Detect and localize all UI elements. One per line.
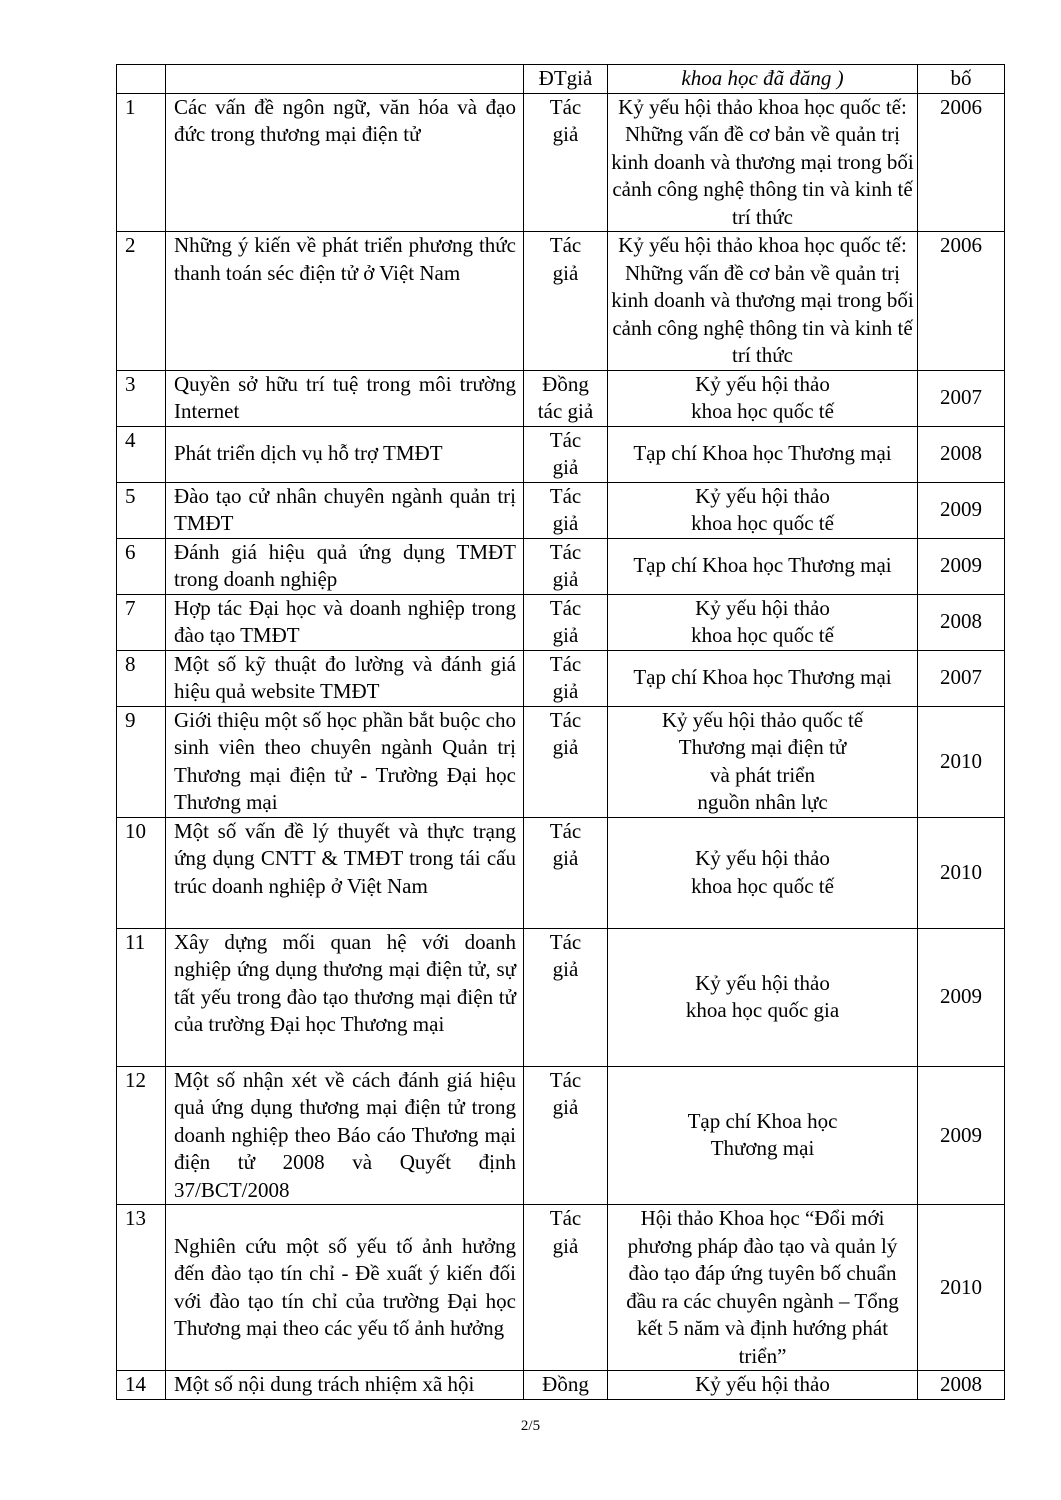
- row-number: 12: [117, 1066, 166, 1205]
- table-row: [117, 1371, 1005, 1400]
- author-role-line: giả: [552, 679, 579, 703]
- author-role-line: Tác: [549, 651, 582, 676]
- row-number: 11: [117, 928, 166, 1066]
- row-number: 14: [117, 1371, 166, 1400]
- publication-title: Một số vấn đề lý thuyết và thực trạng ứng dụng CNTT & TMĐT trong tái cấu trúc doanh nghiệp ở Việt Nam: [166, 817, 524, 928]
- publication-venue-line: Kỷ yếu hội thảo khoa học quốc tế: Những vấn đề cơ bản về quản trị kinh doanh và thương mại trong bối cảnh công nghệ thông tin và kinh tế trí thức: [611, 233, 914, 367]
- table-row: [117, 426, 1005, 482]
- author-role-line: giả: [552, 1095, 579, 1119]
- table-row: [117, 650, 1005, 706]
- table-row: [117, 706, 1005, 817]
- table-row: [117, 928, 1005, 1066]
- publication-venue-line: và phát triển: [710, 762, 815, 787]
- header-cell-title: [166, 65, 524, 94]
- author-role-line: Tác: [549, 929, 582, 954]
- publication-venue-line: Thương mại: [710, 1136, 815, 1161]
- publication-venue-line: Tạp chí Khoa học Thương mại: [633, 553, 892, 578]
- publication-venue-line: Kỷ yếu hội thảo quốc tế: [661, 707, 864, 732]
- publication-venue: [608, 426, 918, 482]
- author-role-line: Tác: [549, 1067, 582, 1092]
- publication-venue-line: Tạp chí Khoa học: [687, 1108, 838, 1133]
- publications-table: [116, 64, 1005, 1400]
- row-number: 9: [117, 706, 166, 817]
- author-role: [524, 482, 608, 538]
- publication-venue-line: Thương mại điện tử: [678, 735, 847, 759]
- row-number: 4: [117, 426, 166, 482]
- publication-venue: [608, 817, 918, 928]
- publication-year: 2007: [918, 650, 1005, 706]
- table-row: [117, 93, 1005, 232]
- publication-title: Đánh giá hiệu quả ứng dụng TMĐT trong doanh nghiệp: [166, 538, 524, 594]
- row-number: 7: [117, 594, 166, 650]
- publication-title: Đào tạo cử nhân chuyên ngành quản trị TMĐT: [166, 482, 524, 538]
- author-role: [524, 1371, 608, 1400]
- header-cell-year: bố: [918, 65, 1005, 94]
- publication-venue-line: Kỷ yếu hội thảo: [695, 595, 830, 620]
- publication-year: 2009: [918, 928, 1005, 1066]
- page-number: 2/5: [520, 1418, 541, 1434]
- table-row: [117, 538, 1005, 594]
- publication-venue-line: Tạp chí Khoa học Thương mại: [633, 665, 892, 690]
- publication-venue-line: Kỷ yếu hội thảo: [695, 846, 830, 870]
- header-cell-publication: khoa học đã đăng ): [608, 65, 918, 94]
- table-row: [117, 1205, 1005, 1371]
- author-role-line: giả: [552, 846, 579, 870]
- table-row: [117, 1066, 1005, 1205]
- publication-year: 2006: [918, 232, 1005, 371]
- publication-year: 2010: [918, 817, 1005, 928]
- publication-title: Một số nhận xét về cách đánh giá hiệu quả ứng dụng thương mại điện tử trong doanh nghiệp theo Báo cáo Thương mại điện tử 2008 và Quyết định 37/BCT/2008: [166, 1066, 524, 1205]
- author-role-line: Tác: [549, 94, 582, 119]
- publication-title: Những ý kiến về phát triển phương thức thanh toán séc điện tử ở Việt Nam: [166, 232, 524, 371]
- publication-venue-line: khoa học quốc tế: [691, 511, 834, 535]
- table-row: [117, 370, 1005, 426]
- publication-venue-line: Kỷ yếu hội thảo: [695, 483, 830, 508]
- publication-year: 2009: [918, 538, 1005, 594]
- row-number: 13: [117, 1205, 166, 1371]
- author-role-line: Tác: [549, 1206, 582, 1230]
- publication-title: Một số nội dung trách nhiệm xã hội: [166, 1371, 524, 1400]
- publication-title: Giới thiệu một số học phần bắt buộc cho sinh viên theo chuyên ngành Quản trị Thương mại điện tử - Trường Đại học Thương mại: [166, 706, 524, 817]
- author-role-line: Tác: [549, 707, 582, 732]
- author-role-line: Tác: [549, 483, 582, 508]
- author-role-line: giả: [552, 567, 579, 591]
- publication-venue: [608, 650, 918, 706]
- author-role-line: giả: [552, 1233, 579, 1258]
- author-role-line: Tác: [549, 427, 582, 452]
- publication-venue-line: khoa học quốc tế: [691, 399, 834, 423]
- author-role: [524, 817, 608, 928]
- author-role: [524, 93, 608, 232]
- table-row: [117, 482, 1005, 538]
- table-row: [117, 594, 1005, 650]
- publication-year: 2010: [918, 1205, 1005, 1371]
- publication-venue-line: Kỷ yếu hội thảo: [695, 970, 830, 995]
- publication-title: Hợp tác Đại học và doanh nghiệp trong đào tạo TMĐT: [166, 594, 524, 650]
- publication-title: Xây dựng mối quan hệ với doanh nghiệp ứng dụng thương mại điện tử, sự tất yếu trong đào tạo thương mại điện tử của trường Đại học Thương mại: [166, 928, 524, 1066]
- publication-venue: [608, 370, 918, 426]
- author-role: [524, 426, 608, 482]
- publication-venue: [608, 1371, 918, 1400]
- author-role: [524, 594, 608, 650]
- publication-title: Một số kỹ thuật đo lường và đánh giá hiệu quả website TMĐT: [166, 650, 524, 706]
- author-role-line: giả: [552, 957, 579, 981]
- publication-year: 2007: [918, 370, 1005, 426]
- publication-year: 2008: [918, 594, 1005, 650]
- publication-year: 2009: [918, 1066, 1005, 1205]
- author-role: [524, 370, 608, 426]
- author-role: [524, 1066, 608, 1205]
- publication-year: 2008: [918, 426, 1005, 482]
- author-role: [524, 1205, 608, 1371]
- row-number: 5: [117, 482, 166, 538]
- publication-venue: [608, 232, 918, 371]
- row-number: 2: [117, 232, 166, 371]
- author-role-line: giả: [552, 735, 579, 759]
- publication-venue-line: Kỷ yếu hội thảo khoa học quốc tế: Những vấn đề cơ bản về quản trị kinh doanh và thương mại trong bối cảnh công nghệ thông tin và kinh tế trí thức: [611, 94, 914, 229]
- row-number: 8: [117, 650, 166, 706]
- table-header-row: [117, 65, 1005, 94]
- header-cell-no: [117, 65, 166, 94]
- publication-venue-line: Tạp chí Khoa học Thương mại: [633, 441, 892, 466]
- author-role-line: giả: [552, 511, 579, 535]
- publication-title: Quyền sở hữu trí tuệ trong môi trường Internet: [166, 370, 524, 426]
- row-number: 1: [117, 93, 166, 232]
- author-role-line: Tác: [549, 539, 582, 564]
- row-number: 10: [117, 817, 166, 928]
- author-role: [524, 650, 608, 706]
- author-role-line: Đồng: [542, 1372, 589, 1396]
- publication-venue: [608, 1066, 918, 1205]
- author-role-line: Tác: [549, 595, 582, 620]
- publication-venue-line: khoa học quốc tế: [691, 873, 834, 898]
- row-number: 6: [117, 538, 166, 594]
- author-role-line: giả: [552, 122, 579, 146]
- author-role-line: giả: [552, 623, 579, 647]
- author-role-line: giả: [552, 455, 579, 479]
- row-number: 3: [117, 370, 166, 426]
- publication-venue-line: Kỷ yếu hội thảo: [695, 371, 830, 396]
- header-cell-role: ĐTgiả: [524, 65, 608, 94]
- publication-venue: [608, 93, 918, 232]
- publication-year: 2008: [918, 1371, 1005, 1400]
- publication-venue-line: khoa học quốc gia: [685, 998, 840, 1022]
- publication-year: 2009: [918, 482, 1005, 538]
- publication-year: 2006: [918, 93, 1005, 232]
- publication-venue-line: Kỷ yếu hội thảo: [695, 1372, 830, 1396]
- publication-title: Các vấn đề ngôn ngữ, văn hóa và đạo đức trong thương mại điện tử: [166, 93, 524, 232]
- publication-year: 2010: [918, 706, 1005, 817]
- author-role-line: Đồng: [542, 371, 589, 396]
- author-role: [524, 232, 608, 371]
- publication-venue: [608, 482, 918, 538]
- author-role: [524, 538, 608, 594]
- table-row: [117, 232, 1005, 371]
- publication-venue-line: khoa học quốc tế: [691, 623, 834, 647]
- author-role-line: Tác: [549, 818, 582, 843]
- publication-venue: [608, 928, 918, 1066]
- publication-venue: [608, 1205, 918, 1371]
- table-row: [117, 817, 1005, 928]
- author-role: [524, 928, 608, 1066]
- publication-venue: [608, 538, 918, 594]
- publication-venue-line: Hội thảo Khoa học “Đổi mới phương pháp đào tạo và quản lý đào tạo đáp ứng tuyên bố chuẩn đầu ra các chuyên ngành – Tổng kết 5 năm và định hướng phát triển”: [626, 1206, 899, 1368]
- author-role-line: giả: [552, 260, 579, 285]
- publication-title: Phát triển dịch vụ hỗ trợ TMĐT: [166, 426, 524, 482]
- author-role-line: tác giả: [537, 399, 594, 423]
- publication-venue: [608, 706, 918, 817]
- publication-title: Nghiên cứu một số yếu tố ảnh hưởng đến đào tạo tín chỉ - Đề xuất ý kiến đối với đào tạo tín chỉ của trường Đại học Thương mại theo các yếu tố ảnh hưởng: [166, 1205, 524, 1371]
- publication-venue-line: nguồn nhân lực: [697, 790, 828, 814]
- author-role-line: Tác: [549, 233, 582, 257]
- author-role: [524, 706, 608, 817]
- publication-venue: [608, 594, 918, 650]
